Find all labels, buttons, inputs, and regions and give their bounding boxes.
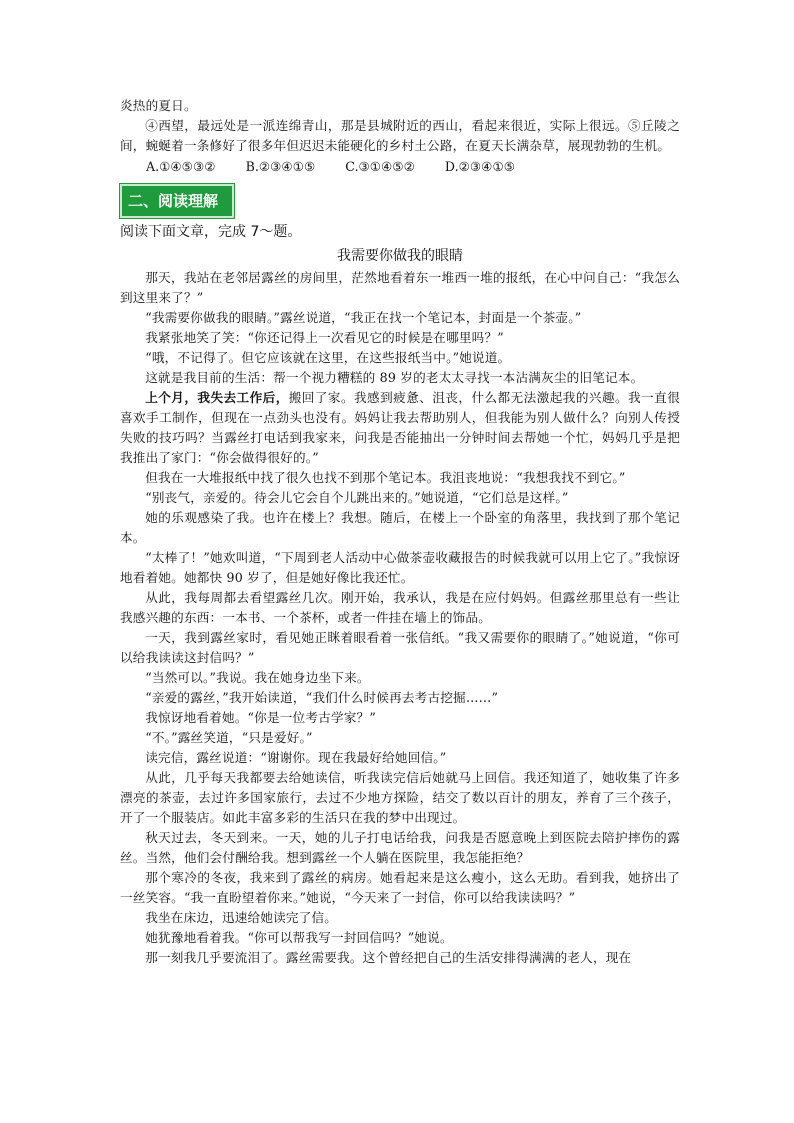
paragraph-text: 那一刻我几乎要流泪了。露丝需要我。这个曾经把自己的生活安排得满满的老人，现在 (145, 950, 632, 965)
article-paragraph (120, 748, 680, 768)
article-paragraph (120, 728, 680, 748)
article-title: 我需要你做我的眼睛 (337, 248, 463, 264)
paragraph-text: 但我在一大堆报纸中找了很久也找不到那个笔记本。我沮丧地说：“我想我找不到它。” (145, 470, 626, 485)
top-paragraphs (120, 96, 680, 156)
paragraph: ④西望，最远处是一派连绵青山，那是县城附近的西山，看起来很近，实际上很远。⑤丘陵之间，蜿蜒着一条修好了很多年但迟迟未能硬化的乡村土公路，在夏天长满杂草，展现勃勃的生机。 (120, 118, 680, 153)
choice-a: A.①④⑤③② (146, 159, 216, 174)
article-paragraph (120, 708, 680, 728)
paragraph-text: 我坐在床边，迅速给她读完了信。 (145, 910, 338, 925)
article-paragraph (120, 488, 680, 508)
paragraph-text: “当然可以。”我说。我在她身边坐下来。 (145, 670, 370, 685)
article-paragraph (120, 928, 680, 948)
highlighted-phrase: 上个月，我失去工作后， (145, 390, 289, 405)
paragraph-text: “别丧气，亲爱的。待会儿它会自个儿跳出来的。”她说道，“它们总是这样。” (145, 490, 569, 505)
paragraph-text: 一天，我到露丝家时，看见她正眯着眼看着一张信纸。“我又需要你的眼睛了。”她说道，“你可以给我读读这封信吗？” (120, 630, 680, 665)
paragraph-text: 读完信，露丝说道：“谢谢你。现在我最好给她回信。” (145, 750, 447, 765)
article-paragraph (120, 588, 680, 628)
paragraph-text: 她的乐观感染了我。也许在楼上？我想。随后，在楼上一个卧室的角落里，我找到了那个笔记本。 (120, 510, 680, 545)
paragraph-text: 那天，我站在老邻居露丝的房间里，茫然地看着东一堆西一堆的报纸，在心中问自己：“我怎么到这里来了？” (120, 270, 680, 305)
document-page (120, 96, 680, 968)
article-paragraph (120, 508, 680, 548)
paragraph-text: 这就是我目前的生活：帮一个视力糟糕的 89 岁的老太太寻找一本沾满灰尘的旧笔记本。 (145, 370, 644, 385)
paragraph-text: 从此，几乎每天我都要去给她读信，听我读完信后她就马上回信。我还知道了，她收集了许多漂亮的茶壶，去过许多国家旅行，去过不少地方探险，结交了数以百计的朋友，养育了三个孩子，开了一个服装店。如此丰富多彩的生活只在我的梦中出现过。 (120, 770, 680, 825)
choice-d: D.②③④①⑤ (444, 159, 516, 174)
paragraph-text: 我惊讶地看着她。“你是一位考古学家？” (145, 710, 376, 725)
instruction: 阅读下面文章，完成 7～题。 (120, 224, 302, 240)
paragraph-text: 我紧张地笑了笑：“你还记得上一次看见它的时候是在哪里吗？” (145, 330, 504, 345)
paragraph-text: 搬回了家。我感到疲惫、沮丧，什么都无法激起我的兴趣。我一直很喜欢手工制作，但现在一点劲头也没有。妈妈让我去帮助别人，但我能为别人做什么？向别人传授失败的技巧吗？当露丝打电话到我家来，问我是否能抽出一分钟时间去帮她一个忙，妈妈几乎是把我推出了家门：“你会做得很好的。” (120, 390, 681, 465)
article-paragraph (120, 468, 680, 488)
paragraph: 炎热的夏日。 (120, 98, 197, 113)
article-paragraph (120, 948, 680, 968)
paragraph-text: “太棒了！”她欢叫道，“下周到老人活动中心做茶壶收藏报告的时候我就可以用上它了。”我惊讶地看着她。她都快 90 岁了，但是她好像比我还忙。 (120, 550, 680, 585)
paragraph-text: “我需要你做我的眼睛。”露丝说道，“我正在找一个笔记本，封面是一个茶壶。” (145, 310, 582, 325)
article-paragraph (120, 328, 680, 348)
choice-c: C.③①④⑤② (345, 159, 415, 174)
article-paragraph (120, 388, 680, 468)
article-paragraph (120, 548, 680, 588)
paragraph-text: 从此，我每周都去看望露丝几次。刚开始，我承认，我是在应付妈妈。但露丝那里总有一些让我感兴趣的东西：一本书、一个茶杯，或者一件挂在墙上的饰品。 (120, 590, 680, 625)
article-paragraph (120, 368, 680, 388)
article-body (120, 268, 680, 968)
paragraph-text: “不。”露丝笑道，“只是爱好。” (145, 730, 313, 745)
article-paragraph (120, 348, 680, 368)
article-paragraph (120, 628, 680, 668)
paragraph-text: 那个寒冷的冬夜，我来到了露丝的病房。她看起来是这么瘦小，这么无助。看到我，她挤出了一丝笑容。“我一直盼望着你来。”她说，“今天来了一封信，你可以给我读读吗？” (120, 870, 680, 905)
article-paragraph (120, 908, 680, 928)
paragraph-text: 她犹豫地看着我。“你可以帮我写一封回信吗？”她说。 (145, 930, 453, 945)
article-paragraph (120, 268, 680, 308)
article-paragraph (120, 308, 680, 328)
article-paragraph (120, 768, 680, 828)
paragraph-text: 秋天过去，冬天到来。一天，她的儿子打电话给我，问我是否愿意晚上到医院去陪护摔伤的露丝。当然，他们会付酬给我。想到露丝一个人躺在医院里，我怎能拒绝？ (120, 830, 680, 865)
article-paragraph (120, 668, 680, 688)
article-paragraph (120, 688, 680, 708)
paragraph-text: “哦，不记得了。但它应该就在这里，在这些报纸当中。”她说道。 (145, 350, 511, 365)
article-paragraph (120, 868, 680, 908)
article-paragraph (120, 828, 680, 868)
answer-choices (120, 156, 680, 178)
paragraph-text: “亲爱的露丝，”我开始读道，“我们什么时候再去考古挖掘……” (145, 690, 499, 705)
section-heading: 二、阅读理解 (120, 184, 234, 218)
choice-b: B.②③④①⑤ (245, 159, 316, 174)
